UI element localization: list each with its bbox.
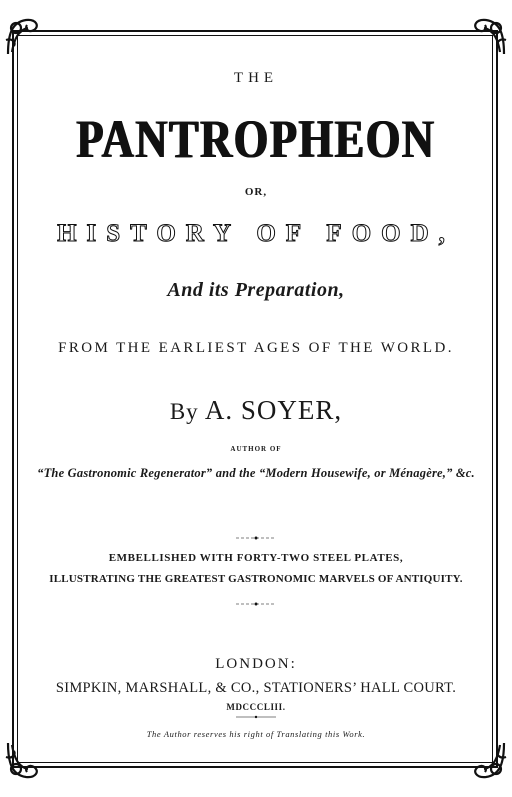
decorative-rule-icon [0, 535, 512, 541]
publisher-line: SIMPKIN, MARSHALL, & CO., STATIONERS’ HALL COURT. [55, 680, 457, 696]
author-of-label: AUTHOR OF [230, 445, 282, 453]
publication-date: MDCCCLIII. [226, 702, 286, 712]
subtitle: HISTORY OF FOOD, [57, 220, 455, 247]
illustrating-line: ILLUSTRATING THE GREATEST GASTRONOMIC MARVELS OF ANTIQUITY. [49, 573, 463, 585]
city-label: LONDON: [215, 656, 297, 672]
author-line [0, 395, 512, 426]
preparation-line: And its Preparation, [167, 279, 345, 301]
ornamental-scroll-icon [466, 739, 510, 783]
ornamental-scroll-icon [2, 739, 46, 783]
earliest-ages-line: FROM THE EARLIEST AGES OF THE WORLD. [58, 340, 454, 356]
main-title: PANTROPHEON [76, 109, 436, 169]
title-article: THE [233, 70, 279, 86]
embellished-line: EMBELLISHED WITH FORTY-TWO STEEL PLATES, [108, 552, 404, 564]
ornamental-scroll-icon [466, 14, 510, 58]
previous-works: “The Gastronomic Regenerator” and the “Modern Housewife, or Ménagère,” &c. [37, 466, 475, 480]
by-prefix: By [169, 399, 199, 424]
rights-notice: The Author reserves his right of Translating this Work. [146, 729, 366, 739]
decorative-rule-icon [0, 714, 512, 720]
decorative-rule-icon [0, 601, 512, 607]
author-name: A. SOYER, [204, 395, 343, 425]
ornamental-scroll-icon [2, 14, 46, 58]
or-conjunction: OR, [244, 186, 268, 198]
